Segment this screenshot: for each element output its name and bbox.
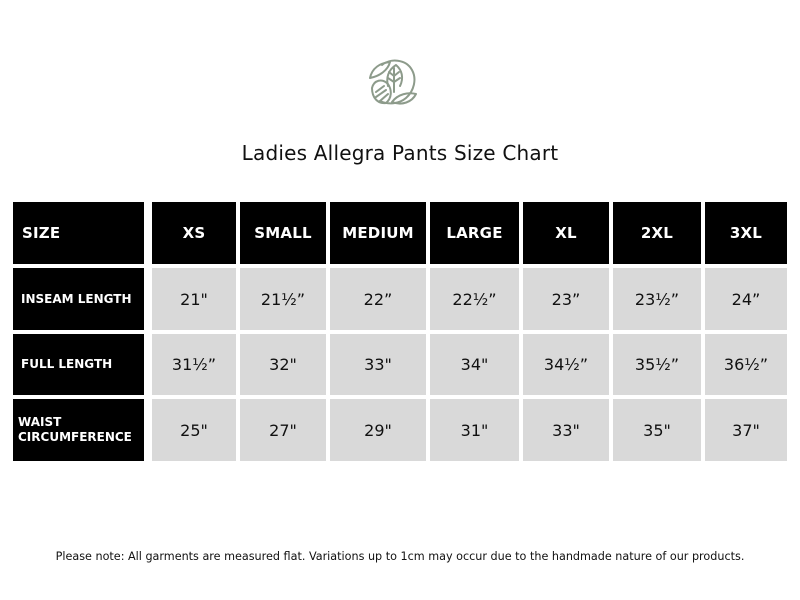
column-header-large bbox=[430, 202, 519, 264]
table-cell bbox=[705, 399, 787, 461]
column-header-label: XL bbox=[555, 224, 577, 242]
size-header-cell bbox=[13, 202, 144, 264]
cell-value: 33" bbox=[364, 355, 392, 374]
cell-value: 34½” bbox=[543, 355, 589, 374]
row-label-inseam-length bbox=[13, 268, 144, 330]
page-title: Ladies Allegra Pants Size Chart bbox=[241, 141, 559, 165]
cell-value: 32" bbox=[269, 355, 297, 374]
cell-value: 34" bbox=[460, 355, 489, 374]
table-cell bbox=[705, 334, 787, 395]
table-cell bbox=[523, 268, 609, 330]
table-cell bbox=[613, 268, 701, 330]
row-label-text: INSEAM LENGTH bbox=[21, 291, 132, 306]
column-header-xs bbox=[152, 202, 236, 264]
column-header-small bbox=[240, 202, 326, 264]
leaf-emblem-icon bbox=[366, 56, 418, 108]
cell-value: 35" bbox=[643, 420, 671, 440]
table-cell bbox=[240, 334, 326, 395]
table-cell bbox=[152, 334, 236, 395]
table-cell bbox=[240, 268, 326, 330]
table-cell bbox=[430, 268, 519, 330]
table-cell bbox=[523, 399, 609, 461]
cell-value: 22” bbox=[363, 289, 393, 309]
cell-value: 23” bbox=[551, 289, 581, 309]
column-header-medium bbox=[330, 202, 426, 264]
cell-value: 21½” bbox=[260, 289, 306, 309]
column-header-label: SMALL bbox=[254, 224, 312, 242]
cell-value: 24” bbox=[731, 289, 761, 309]
table-cell bbox=[613, 399, 701, 461]
cell-value: 22½” bbox=[452, 289, 497, 309]
table-cell bbox=[523, 334, 609, 395]
cell-value: 27" bbox=[269, 420, 297, 440]
cell-value: 25" bbox=[180, 420, 208, 440]
table-cell bbox=[613, 334, 701, 395]
table-cell bbox=[430, 399, 519, 461]
table-cell bbox=[330, 268, 426, 330]
column-header-label: MEDIUM bbox=[342, 224, 414, 242]
column-header-label: 3XL bbox=[729, 224, 763, 242]
column-header-label: LARGE bbox=[446, 224, 503, 242]
column-header-3xl bbox=[705, 202, 787, 264]
row-label-text: FULL LENGTH bbox=[21, 357, 113, 371]
row-label-text: WAIST CIRCUMFERENCE bbox=[18, 415, 132, 444]
cell-value: 29" bbox=[364, 420, 392, 440]
table-cell bbox=[430, 334, 519, 395]
cell-value: 21" bbox=[180, 289, 208, 309]
table-cell bbox=[330, 334, 426, 395]
cell-value: 33" bbox=[552, 420, 580, 440]
table-cell bbox=[240, 399, 326, 461]
cell-value: 31" bbox=[460, 420, 489, 440]
column-header-2xl bbox=[613, 202, 701, 264]
measurement-note: Please note: All garments are measured flat. Variations up to 1cm may occur due to the handmade nature of our products. bbox=[55, 550, 745, 563]
cell-value: 35½” bbox=[634, 355, 680, 374]
column-header-xl bbox=[523, 202, 609, 264]
column-header-label: XS bbox=[182, 224, 206, 242]
cell-value: 23½” bbox=[634, 289, 680, 309]
table-cell bbox=[705, 268, 787, 330]
table-cell bbox=[330, 399, 426, 461]
table-cell bbox=[152, 268, 236, 330]
column-header-label: 2XL bbox=[640, 224, 674, 242]
cell-value: 31½” bbox=[171, 355, 217, 374]
row-label-full-length bbox=[13, 334, 144, 395]
row-label-waist-circumference bbox=[13, 399, 144, 461]
size-header-label: SIZE bbox=[22, 224, 61, 242]
cell-value: 36½” bbox=[723, 355, 769, 374]
table-cell bbox=[152, 399, 236, 461]
cell-value: 37" bbox=[732, 420, 760, 440]
